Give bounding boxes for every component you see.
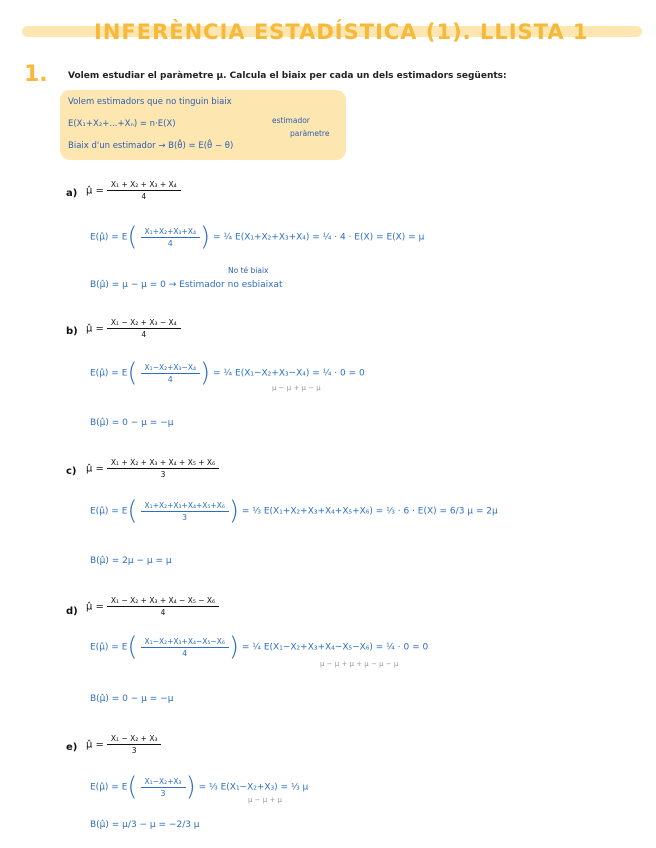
part-b-pencil-note: μ − μ + μ − μ (272, 384, 321, 392)
part-a-expectation: E(μ̂) = E( $\frac{\text{X₁+X₂+X₃+X₄}}{4}$ ) = ¼ E(X₁+X₂+X₃+X₄) = ¼ · 4 · E(X) = E(X) = μ (90, 222, 425, 252)
problem-number: 1. (24, 62, 48, 87)
part-d-estimator: μ̂ = $\frac{\text{X₁ − X₂ + X₃ + X₄ − X₅ − X₆}}{4}$ (86, 596, 219, 617)
part-d-pencil-note: μ − μ + μ + μ − μ − μ (320, 660, 399, 668)
box-line-2: E(X₁+X₂+...+Xₙ) = n·E(X) (68, 119, 176, 129)
part-e-expectation: E(μ̂) = E( $\frac{\text{X₁−X₂+X₃}}{3}$ ) = ⅓ E(X₁−X₂+X₃) = ⅓ μ (90, 772, 309, 802)
part-a-label: a) (66, 188, 78, 199)
note-estimador: estimador (272, 116, 310, 125)
part-b-bias: B(μ̂) = 0 − μ = −μ (90, 418, 174, 428)
part-c-estimator: μ̂ = $\frac{\text{X₁ + X₂ + X₃ + X₄ + X₅ + X₆}}{3}$ (86, 458, 219, 479)
page-title: INFERÈNCIA ESTADÍSTICA (1). LLISTA 1 (94, 20, 589, 44)
problem-statement: Volem estudiar el paràmetre μ. Calcula el biaix per cada un dels estimadors següents: (68, 71, 507, 81)
part-d-expectation: E(μ̂) = E( $\frac{\text{X₁−X₂+X₃+X₄−X₅−X₆}}{4}$ ) = ¼ E(X₁−X₂+X₃+X₄−X₅−X₆) = ¼ · 0 = 0 (90, 632, 429, 662)
part-e-label: e) (66, 742, 78, 753)
part-d-bias: B(μ̂) = 0 − μ = −μ (90, 694, 174, 704)
part-c-label: c) (66, 466, 77, 477)
part-b-estimator: μ̂ = $\frac{\text{X₁ − X₂ + X₃ − X₄}}{4}$ (86, 318, 181, 339)
part-a-bias-note: No té biaix (228, 266, 269, 275)
box-line-3: Biaix d'un estimador → B(θ̂) = E(θ̂ − θ) (68, 141, 234, 151)
part-e-bias: B(μ̂) = μ/3 − μ = −2/3 μ (90, 820, 200, 830)
part-a-bias: B(μ̂) = μ − μ = 0 → Estimador no esbiaixat (90, 280, 283, 290)
part-e-estimator: μ̂ = $\frac{\text{X₁ − X₂ + X₃}}{3}$ (86, 734, 161, 755)
part-c-bias: B(μ̂) = 2μ − μ = μ (90, 556, 172, 566)
part-e-pencil-note: μ − μ + μ (248, 796, 282, 804)
note-parametre: paràmetre (290, 129, 330, 138)
box-line-1: Volem estimadors que no tinguin biaix (68, 97, 232, 107)
part-b-expectation: E(μ̂) = E( $\frac{\text{X₁−X₂+X₃−X₄}}{4}$ ) = ¼ E(X₁−X₂+X₃−X₄) = ¼ · 0 = 0 (90, 358, 365, 388)
part-b-label: b) (66, 326, 78, 337)
part-a-estimator: μ̂ = $\frac{\text{X₁ + X₂ + X₃ + X₄}}{4}$ (86, 180, 181, 201)
part-c-expectation: E(μ̂) = E( $\frac{\text{X₁+X₂+X₃+X₄+X₅+X₆}}{3}$ ) = ⅓ E(X₁+X₂+X₃+X₄+X₅+X₆) = ⅓ · 6 · E(X) = 6/3 μ = 2μ (90, 496, 498, 526)
part-d-label: d) (66, 606, 78, 617)
